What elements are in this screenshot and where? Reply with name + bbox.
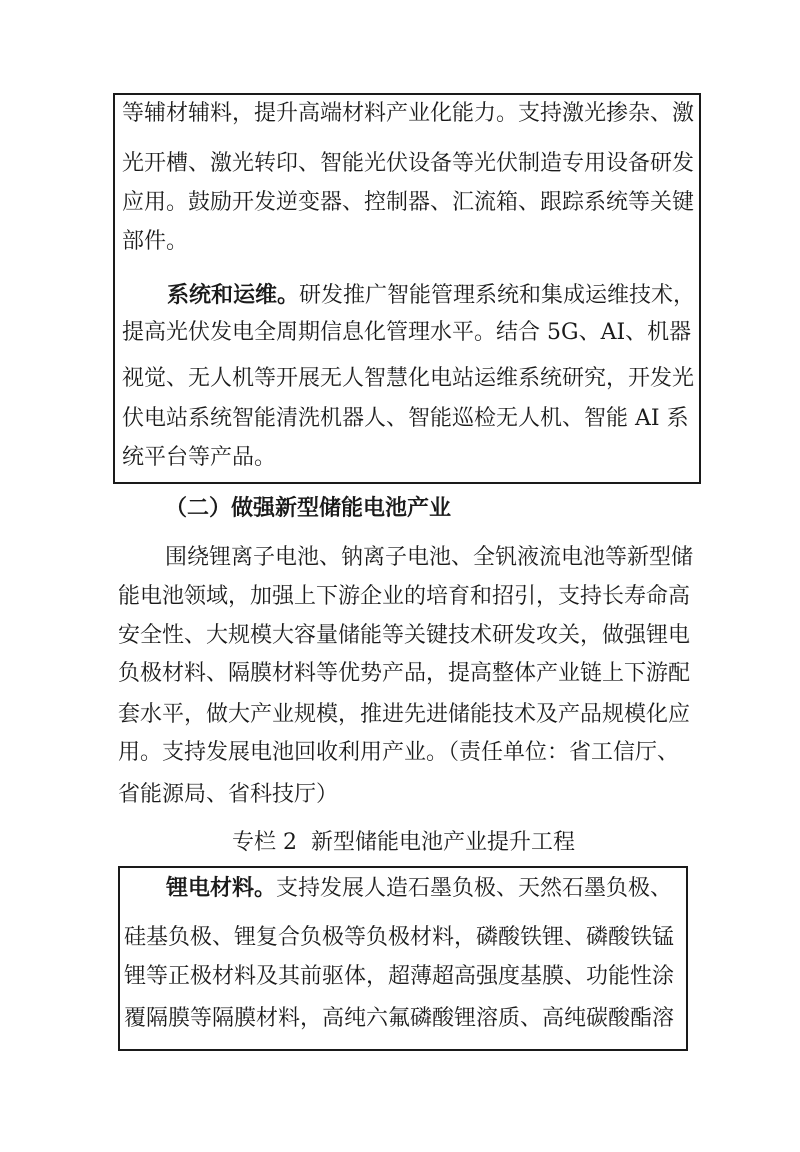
box-title: 专栏 2 新型储能电池产业提升工程 <box>232 830 575 855</box>
section-heading: （二）做强新型储能电池产业 <box>165 496 452 521</box>
body-line-6: 用。支持发展电池回收利用产业。（责任单位：省工信厅、 <box>118 740 680 765</box>
box2-heading: 锂电材料。 <box>166 876 277 901</box>
box2-line-2: 锂等正极材料及其前驱体，超薄超高强度基膜、功能性涂 <box>124 964 675 989</box>
body-line-7: 省能源局、省科技厅） <box>118 782 339 807</box>
box1-para2-line-2: 视觉、无人机等开展无人智慧化电站运维系统研究，开发光 <box>122 366 695 391</box>
box2-line-1: 硅基负极、锂复合负极等负极材料，磷酸铁锂、磷酸铁锰 <box>124 925 675 950</box>
box1-line-2: 光开槽、激光转印、智能光伏设备等光伏制造专用设备研发 <box>122 151 695 176</box>
box1-line-4: 部件。 <box>122 229 189 254</box>
body-line-3: 安全性、大规模大容量储能等关键技术研发攻关，做强锂电 <box>118 623 691 648</box>
body-line-2: 能电池领域，加强上下游企业的培育和招引，支持长寿命高 <box>118 584 691 609</box>
body-line-5: 套水平，做大产业规模，推进先进储能技术及产品规模化应 <box>118 702 691 727</box>
box1-para2-first-line <box>167 283 695 309</box>
box2-first-line <box>166 876 672 902</box>
box1-para2-heading: 系统和运维。 <box>167 283 300 308</box>
box2-line-3: 覆隔膜等隔膜材料，高纯六氟磷酸锂溶质、高纯碳酸酯溶 <box>124 1006 675 1031</box>
body-line-1: 围绕锂离子电池、钠离子电池、全钒液流电池等新型储 <box>165 545 694 570</box>
box1-para2-line-3: 伏电站系统智能清洗机器人、智能巡检无人机、智能 AI 系 <box>122 406 689 431</box>
body-line-4: 负极材料、隔膜材料等优势产品，提高整体产业链上下游配 <box>118 661 691 686</box>
box2-first-rest: 支持发展人造石墨负极、天然石墨负极、 <box>276 876 673 901</box>
box1-para2-line-4: 统平台等产品。 <box>122 445 277 470</box>
box1-para2-first-rest: 研发推广智能管理系统和集成运维技术， <box>299 283 696 308</box>
box1-line-1: 等辅材辅料，提升高端材料产业化能力。支持激光掺杂、激 <box>122 101 695 126</box>
box1-line-3: 应用。鼓励开发逆变器、控制器、汇流箱、跟踪系统等关键 <box>122 190 695 215</box>
box1-para2-line-1: 提高光伏发电全周期信息化管理水平。结合 5G、AI、机器 <box>122 320 692 345</box>
